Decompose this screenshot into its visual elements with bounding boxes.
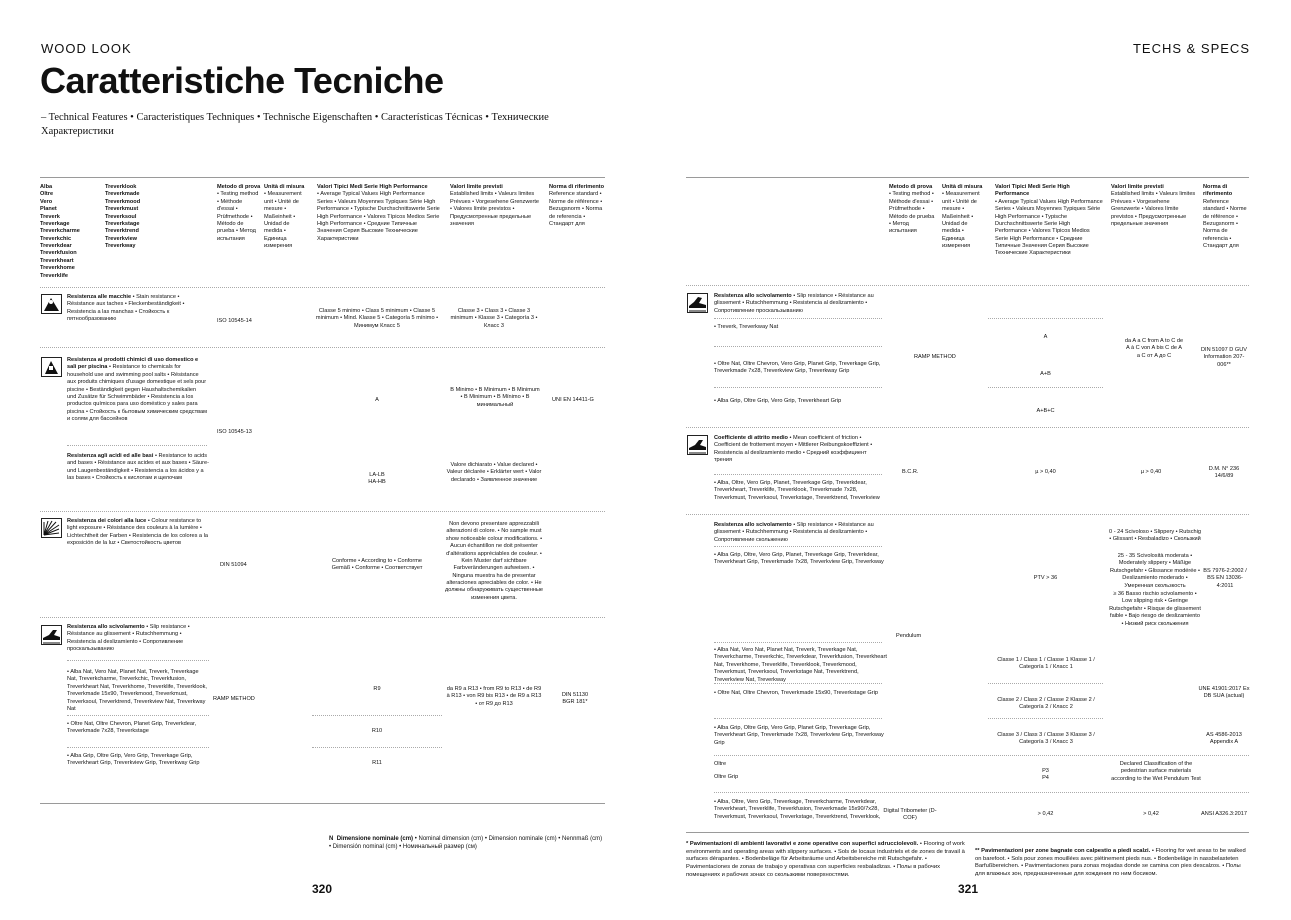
slip-sub-r11-value: R11 <box>372 760 382 766</box>
product-name: Treverkage <box>40 220 70 227</box>
product-name: Treverkcharme <box>40 228 80 235</box>
row-slip-norm: DIN 51130 BGR 181* <box>561 692 589 706</box>
row-divider <box>714 318 882 319</box>
row-divider <box>67 445 207 446</box>
row-stain-desc: Resistenza alle macchie • Stain resistance • Résistance aux taches • Fleckenbeständigkeit • Resistencia a las manchas • Стойкость к пятнообразованию <box>67 294 185 323</box>
row-divider <box>40 287 605 288</box>
s1-sub-a-desc: • Treverk, Treverkway Nat <box>714 324 779 330</box>
product-name: Alba <box>40 184 53 190</box>
row-light-desc: Resistenza dei colori alla luce • Colour resistance to light exposure • Résistance des couleurs à la lumière • Lichtechtheit der Farben • Resistencia de los colores a la exposición de la luz • Светостойкость цветов <box>67 518 208 547</box>
p-row-2-value: Classe 2 / Class 2 / Classe 2 Klasse 2 / Categoría 2 / Класс 2 <box>997 697 1095 711</box>
row-chemicals-typical: A <box>375 397 379 403</box>
row-slip-method: RAMP METHOD <box>213 696 255 702</box>
barefoot-slip-icon <box>687 293 708 313</box>
s3-desc: Resistenza allo scivolamento • Slip resistance • Résistance au glissement • Rutschhemmung • Resistencia al deslizamiento • Сопротивление скольжению <box>714 522 874 543</box>
row-chemicals-method: ISO 10545-13 <box>217 429 252 435</box>
s3-limit-1: 0 - 24 Scivoloso • Slippery • Rutschig • Glissant • Resbaladizo • Скользкий <box>1109 529 1201 543</box>
col-limit: Valori limite previsti Established limits • Valeurs limites Prévues • Vorgesehene Grenzwerte • Valores límite previstos • Предусмотренные предельные значения <box>450 184 540 227</box>
row-chemicals-norm: UNI EN 14411-G <box>552 397 594 403</box>
s1-sub-abc-desc: • Alba Grip, Oltre Grip, Vero Grip, Treverkheart Grip <box>714 398 842 404</box>
footer-rule <box>686 832 1249 833</box>
product-list-col2 <box>105 184 205 250</box>
p-row-3-norm: AS 4586-2013 Appendix A <box>1206 732 1242 746</box>
col-method: Metodo di prova • Testing method • Méthode d'essai • Prüfmethode • Método de prueba • Метод испытания <box>217 184 261 242</box>
p-row-3-value: Classe 3 / Class 3 / Classe 3 Klasse 3 / Categoría 3 / Класс 3 <box>997 732 1095 746</box>
slipping-shoe-icon <box>41 625 62 645</box>
p-row-1-value: Classe 1 / Class 1 / Classe 1 Klasse 1 / Categoría 1 / Класс 1 <box>997 657 1095 671</box>
slip-sub-r10-value: R10 <box>371 728 383 734</box>
row-divider <box>714 718 882 719</box>
product-name: Treverkhome <box>40 265 75 272</box>
right-page <box>646 0 1291 920</box>
s3-sub-desc: • Alba Grip, Oltre, Vero Grip, Planet, Treverkage Grip, Treverkdear, Treverkheart Grip, Treverkmade 7x28, Treverkview Grip, Treverkway <box>714 552 884 566</box>
row-divider <box>312 747 442 748</box>
product-name: Treverk <box>40 213 60 220</box>
product-name: Treverkheart <box>40 257 74 264</box>
col-method: Metodo di prova • Testing method • Méthode d'essai • Prüfmethode • Método de prueba • Метод испытания <box>889 184 935 235</box>
s2-typical: µ > 0,40 <box>1035 469 1056 475</box>
row-acids-limit: Valore dichiarato • Value declared • Valeur déclarée • Erklärter wert • Valor declarado • Заявленное значение <box>446 462 542 483</box>
row-divider <box>714 755 1249 756</box>
s1-desc: Resistenza allo scivolamento • Slip resistance • Résistance au glissement • Rutschhemmung • Resistencia al deslizamiento • Сопротивление проскальзыванию <box>714 293 874 314</box>
p4-value: P4 <box>1042 775 1049 781</box>
p-row-3-desc: • Alba Grip, Oltre Grip, Vero Grip, Planet Grip, Treverkage Grip, Treverkheart Grip, Treverkmade 7x28, Treverkview Grip, Treverkway Grip <box>714 725 884 746</box>
product-name: Treverkmade <box>105 191 140 198</box>
p-row-2-desc: • Oltre Nat, Oltre Chevron, Treverkmade 15x90, Treverkstage Grip <box>714 690 878 696</box>
product-name: Planet <box>40 206 57 213</box>
s1-sub-ab-value: A+B <box>1040 371 1051 377</box>
page-subtitle: – Technical Features • Caracteristiques Techniques • Technische Eigenschaften • Características Técnicas • Технические Характеристики <box>41 112 549 137</box>
dcof-norm: ANSI A326.3:2017 <box>1200 811 1248 817</box>
p-row-2-norm: UNE 41901:2017 Ex DB SUA (actual) <box>1198 686 1250 700</box>
footnote-barefoot: ** Pavimentazioni per zone bagnate con calpestio a piedi scalzi. • Flooring for wet areas to be walked on barefoot. • Sols pour zones mouillées avec piétinement pieds nus. • Bodenbeläge in nassbelasteten Barfußbereichen. • Pavimentaciones para zonas mojadas donde se camina con pies descalzos. • Полы для влажных зон, предназначенные для хождения по ним босиком. <box>975 848 1246 877</box>
row-divider <box>714 474 882 475</box>
product-name: Treverkmust <box>105 206 139 213</box>
s1-limit: da A a C from A to C de A à C von A bis C de A a C от A до C <box>1124 338 1184 359</box>
row-divider <box>714 387 882 388</box>
s1-sub-a-value: A <box>1043 334 1048 340</box>
s2-limit: µ > 0,40 <box>1140 469 1162 475</box>
row-chemicals-desc: Resistenza ai prodotti chimici di uso domestico e sali per piscina • Resistance to chemicals for household use and swimming pool salts • Résistance aux produits chimiques d'usage domestique et sels pour piscine • Beständigkeit gegen Haushaltschemikalien und Zusätze für Schwimmbäder • Resistencia a los productos químicos para uso doméstico y sales para piscina • Стойкость к бытовым химическим средствам и солям для бассейнов <box>67 357 207 422</box>
row-divider <box>686 285 1249 286</box>
dcof-typical: > 0,42 <box>1037 811 1054 817</box>
wet-pendulum-note: Declared Classification of the pedestrian surface materials according to the Wet Pendulum Test <box>1111 761 1201 782</box>
col-typical: Valori Tipici Medi Serie High Performance • Average Typical Values High Performance Series • Valeurs Moyennes Typiques Série High Performance • Typische Durchschnittswerte Serie High Performance • Valores Típicos Medios Serie High Performance • Средние Типичные Значения Серия Высокие Технические Характеристики <box>995 184 1103 257</box>
s3-limit-2: 25 - 35 Scivolosità moderata • Moderately slippery • Mäßige Rutschgefahr • Glissance modérée • Deslizamiento moderado • Умеренная скользкость <box>1109 553 1201 589</box>
product-name: Treverktrend <box>105 228 139 235</box>
pendulum-method: Pendulum <box>896 633 922 639</box>
row-divider <box>714 642 882 643</box>
col-unit: Unità di misura • Measurement unit • Unité de mesure • Maßeinheit • Unidad de medida • Единица измерения <box>264 184 305 249</box>
page-number: 320 <box>312 882 333 896</box>
p-row-1-desc: • Alba Nat, Vero Nat, Planet Nat, Treverk, Treverkage Nat, Treverkcharme, Treverkchic, Treverkdear, Treverkfusion, Treverkheart Nat, Treverkhome, Treverklife, Treverklook, Treverkmood, Treverkmust, Treverksoul, Treverkstage Nat, Treverktrend, Treverkview Nat, Treverkway <box>714 647 887 683</box>
product-name: Treverkstage <box>105 220 140 227</box>
stain-drop-icon <box>41 294 62 314</box>
col-unit: Unità di misura • Measurement unit • Unité de mesure • Maßeinheit • Unidad de medida • Единица измерения <box>942 184 983 249</box>
p3-value: P3 <box>1042 768 1049 774</box>
product-name: Treverkdear <box>40 243 72 249</box>
s1-method: RAMP METHOD <box>914 354 956 360</box>
product-name: Vero <box>40 198 53 205</box>
page-title: Caratteristiche Tecniche <box>40 60 444 101</box>
slip-sub-r9-value: R9 <box>373 686 381 692</box>
row-slip-limit: da R9 a R13 • from R9 to R13 • de R9 à R13 • von R9 bis R13 • de R9 a R13 • от R9 до R13 <box>446 686 542 707</box>
row-light-limit: Non devono presentare apprezzabili alterazioni di colore. • No sample must show noticeable colour modifications. • Aucun échantillon ne doit présenter d'altérations appréciables de couleur. • Kein Muster darf sichtbare Farbveränderungen aufweisen. • Ninguna muestra ha de presentar alteraciones apreciables de color. • Не должны обнаруживать существенные изменения цвета. <box>444 521 544 601</box>
product-list-col1 <box>40 184 100 280</box>
row-divider <box>686 514 1249 515</box>
row-divider <box>714 546 882 547</box>
dcof-limit: > 0,42 <box>1143 811 1159 817</box>
col-typical: Valori Tipici Medi Serie High Performance • Average Typical Values High Performance Series • Valeurs Moyennes Typiques Série High Performance • Typische Durchschnittswerte Serie High Performance • Valores Típicos Medios Serie High Performance • Средние Типичные Значения Серия Высокие Технические Характеристики <box>317 184 440 242</box>
section-label: WOOD LOOK <box>41 41 132 56</box>
product-name: Treverkfusion <box>40 250 77 257</box>
row-acids-desc: Resistenza agli acidi ed alle basi • Resistance to acids and bases • Résistance aux acides et aux bases • Säure- und Laugenbeständigkeit • Resistencia a los ácidos y a las bases • Стойкость к кислотам и щелочам <box>67 453 209 482</box>
product-name: Oltre <box>40 191 54 198</box>
row-divider <box>714 346 882 347</box>
row-acids-typical: LA-LB HA-HB <box>368 472 386 486</box>
s1-norm: DIN 51097 D GUV Information 207-006** <box>1200 347 1247 368</box>
row-divider <box>67 660 209 661</box>
footer-rule <box>40 803 605 804</box>
header-rule <box>686 177 1249 178</box>
product-name: Treverkway <box>105 243 136 249</box>
row-divider <box>714 683 882 684</box>
row-divider <box>988 387 1103 388</box>
chemical-flask-icon <box>41 357 62 377</box>
s2-sub-desc: • Alba, Oltre, Vero Grip, Planet, Treverkage Grip, Treverkdear, Treverkheart, Treverklife, Treverklook, Treverkmade 7x28, Treverkmust, Treverksoul, Treverkstage, Treverktrend, Treverkview <box>714 480 880 501</box>
row-light-method: DIN 51094 <box>220 562 247 568</box>
product-name: Treverklook <box>105 184 137 190</box>
friction-shoe-icon <box>687 435 708 455</box>
row-divider <box>714 792 1249 793</box>
row-slip-desc: Resistenza allo scivolamento • Slip resistance • Résistance au glissement • Rutschhemmung • Resistencia al deslizamiento • Сопротивление проскальзыванию <box>67 624 190 653</box>
header-rule <box>40 177 605 178</box>
slip-sub-r9-desc: • Alba Nat, Vero Nat, Planet Nat, Treverk, Treverkage Nat, Treverkcharme, Treverkchic, Treverkfusion, Treverkheart Nat, Treverkhome, Treverklife, Treverklook, Treverkmade 15x90, Treverkmood, Treverkmust, Treverksoul, Treverktrend, Treverkview Nat, Treverkway Nat <box>67 669 207 712</box>
row-divider <box>40 511 605 512</box>
s3-limit-3: ≥ 36 Basso rischio scivolamento • Low slipping risk • Geringe Rutschgefahr • Risque de glissement faible • Bajo riesgo de deslizamiento • Низкий риск скольжения <box>1109 591 1201 627</box>
row-stain-limit: Classe 3 • Class 3 • Classe 3 minimum • Klasse 3 • Categoría 3 • Класс 3 <box>450 308 538 329</box>
s2-method: B.C.R. <box>902 469 919 475</box>
left-page <box>0 0 645 920</box>
row-divider <box>40 617 605 618</box>
product-name: Treverkview <box>105 235 138 242</box>
oltre-label: Oltre <box>714 761 727 767</box>
product-name: Treverkmood <box>105 198 141 205</box>
product-name: Treverklife <box>40 272 68 279</box>
row-divider <box>988 318 1103 319</box>
col-norm: Norma di riferimento Reference standard • Norme de référence • Bezugsnorm • Norma de referencia • Стандарт для <box>549 184 605 227</box>
s2-norm: D.M. N° 236 14/6/89 <box>1208 466 1240 480</box>
slip-sub-r10-desc: • Oltre Nat, Oltre Chevron, Planet Grip, Treverkdear, Treverkmade 7x28, Treverkstage <box>67 721 197 735</box>
s1-sub-abc-value: A+B+C <box>1036 408 1055 414</box>
row-light-typical: Conforme • According to • Conforme Gemäß • Conforme • Соответствует <box>331 558 423 572</box>
dcof-desc: • Alba, Oltre, Vero Grip, Treverkage, Treverkcharme, Treverkdear, Treverkheart, Treverklife, Treverkfusion, Treverkmade 15x90/7x28, Treverkmust, Treverksoul, Treverkstage, Treverktrend, Treverklook, <box>714 799 881 820</box>
dcof-method: Digital Tribometer (D-COF) <box>883 808 937 822</box>
s2-desc: Coefficiente di attrito medio • Mean coefficient of friction • Coefficient de frottement moyen • Mittlerer Reibungskoeffizient • Resistencia al deslizamiento medio • Средний коэффициент трения <box>714 435 873 464</box>
page-number: 321 <box>958 882 979 896</box>
row-divider <box>67 715 209 716</box>
s3-norm: BS 7976-2:2002 / BS EN 13036-4:2011 <box>1203 568 1247 589</box>
oltre-grip-label: Oltre Grip <box>714 774 739 780</box>
row-divider <box>312 715 442 716</box>
section-label: TECHS & SPECS <box>1132 41 1250 56</box>
row-divider <box>67 747 209 748</box>
col-limit: Valori limite previsti Established limits • Valeurs limites Prévues • Vorgesehene Grenzwerte • Valores límite previstos • Предусмотренные предельные значения <box>1111 184 1196 227</box>
sun-rays-icon <box>41 518 62 538</box>
s3-typical: PTV > 36 <box>1033 575 1058 581</box>
product-name: Treverkchic <box>40 235 72 242</box>
row-divider <box>40 347 605 348</box>
product-name: Treverksoul <box>105 213 137 220</box>
row-stain-typical: Classe 5 minimo • Class 5 minimum • Classe 5 minimum • Mind. Klasse 5 • Categoría 5 mínimo • Минимум Класс 5 <box>315 308 439 329</box>
footnote-dimension: N Dimensione nominale (cm) • Nominal dimension (cm) • Dimension nominale (cm) • Nennmaß (cm) • Dimensión nominal (cm) • Номинальный размер (см) <box>329 836 603 850</box>
s1-sub-ab-desc: • Oltre Nat, Oltre Chevron, Vero Grip, Planet Grip, Treverkage Grip, Treverkmade 7x28, Treverkview Grip, Treverkway Grip <box>714 361 881 375</box>
row-divider <box>686 427 1249 428</box>
row-divider <box>988 718 1103 719</box>
row-chemicals-limit: B Minimo • B Minimum • B Minimum • B Minimum • B Mínimo • B минимальный <box>450 387 540 408</box>
slip-sub-r11-desc: • Alba Grip, Oltre Grip, Vero Grip, Treverkage Grip, Treverkheart Grip, Treverkview Grip, Treverkway Grip <box>67 753 200 767</box>
row-divider <box>988 683 1103 684</box>
col-norm: Norma di riferimento Reference standard • Norme de référence • Bezugsnorm • Norma de referencia • Стандарт для <box>1203 184 1247 249</box>
footnote-workplace: * Pavimentazioni di ambienti lavorativi e zone operative con superfici sdrucciolevoli. • Flooring of work environments and operating areas with slippery surfaces. • Sols de locaux industriels et de zones de travail à surfaces dérapantes. • Bodenbeläge für Arbeitsräume und Arbeitsbereiche mit Rutschgefahr. • Pavimentaciones de zonas de trabajo y operativas con superficies resbaladizas. • Полы в рабочих помещениях и рабочих зонах со скользкими поверхностями. <box>686 841 965 878</box>
row-stain-method: ISO 10545-14 <box>217 318 252 324</box>
